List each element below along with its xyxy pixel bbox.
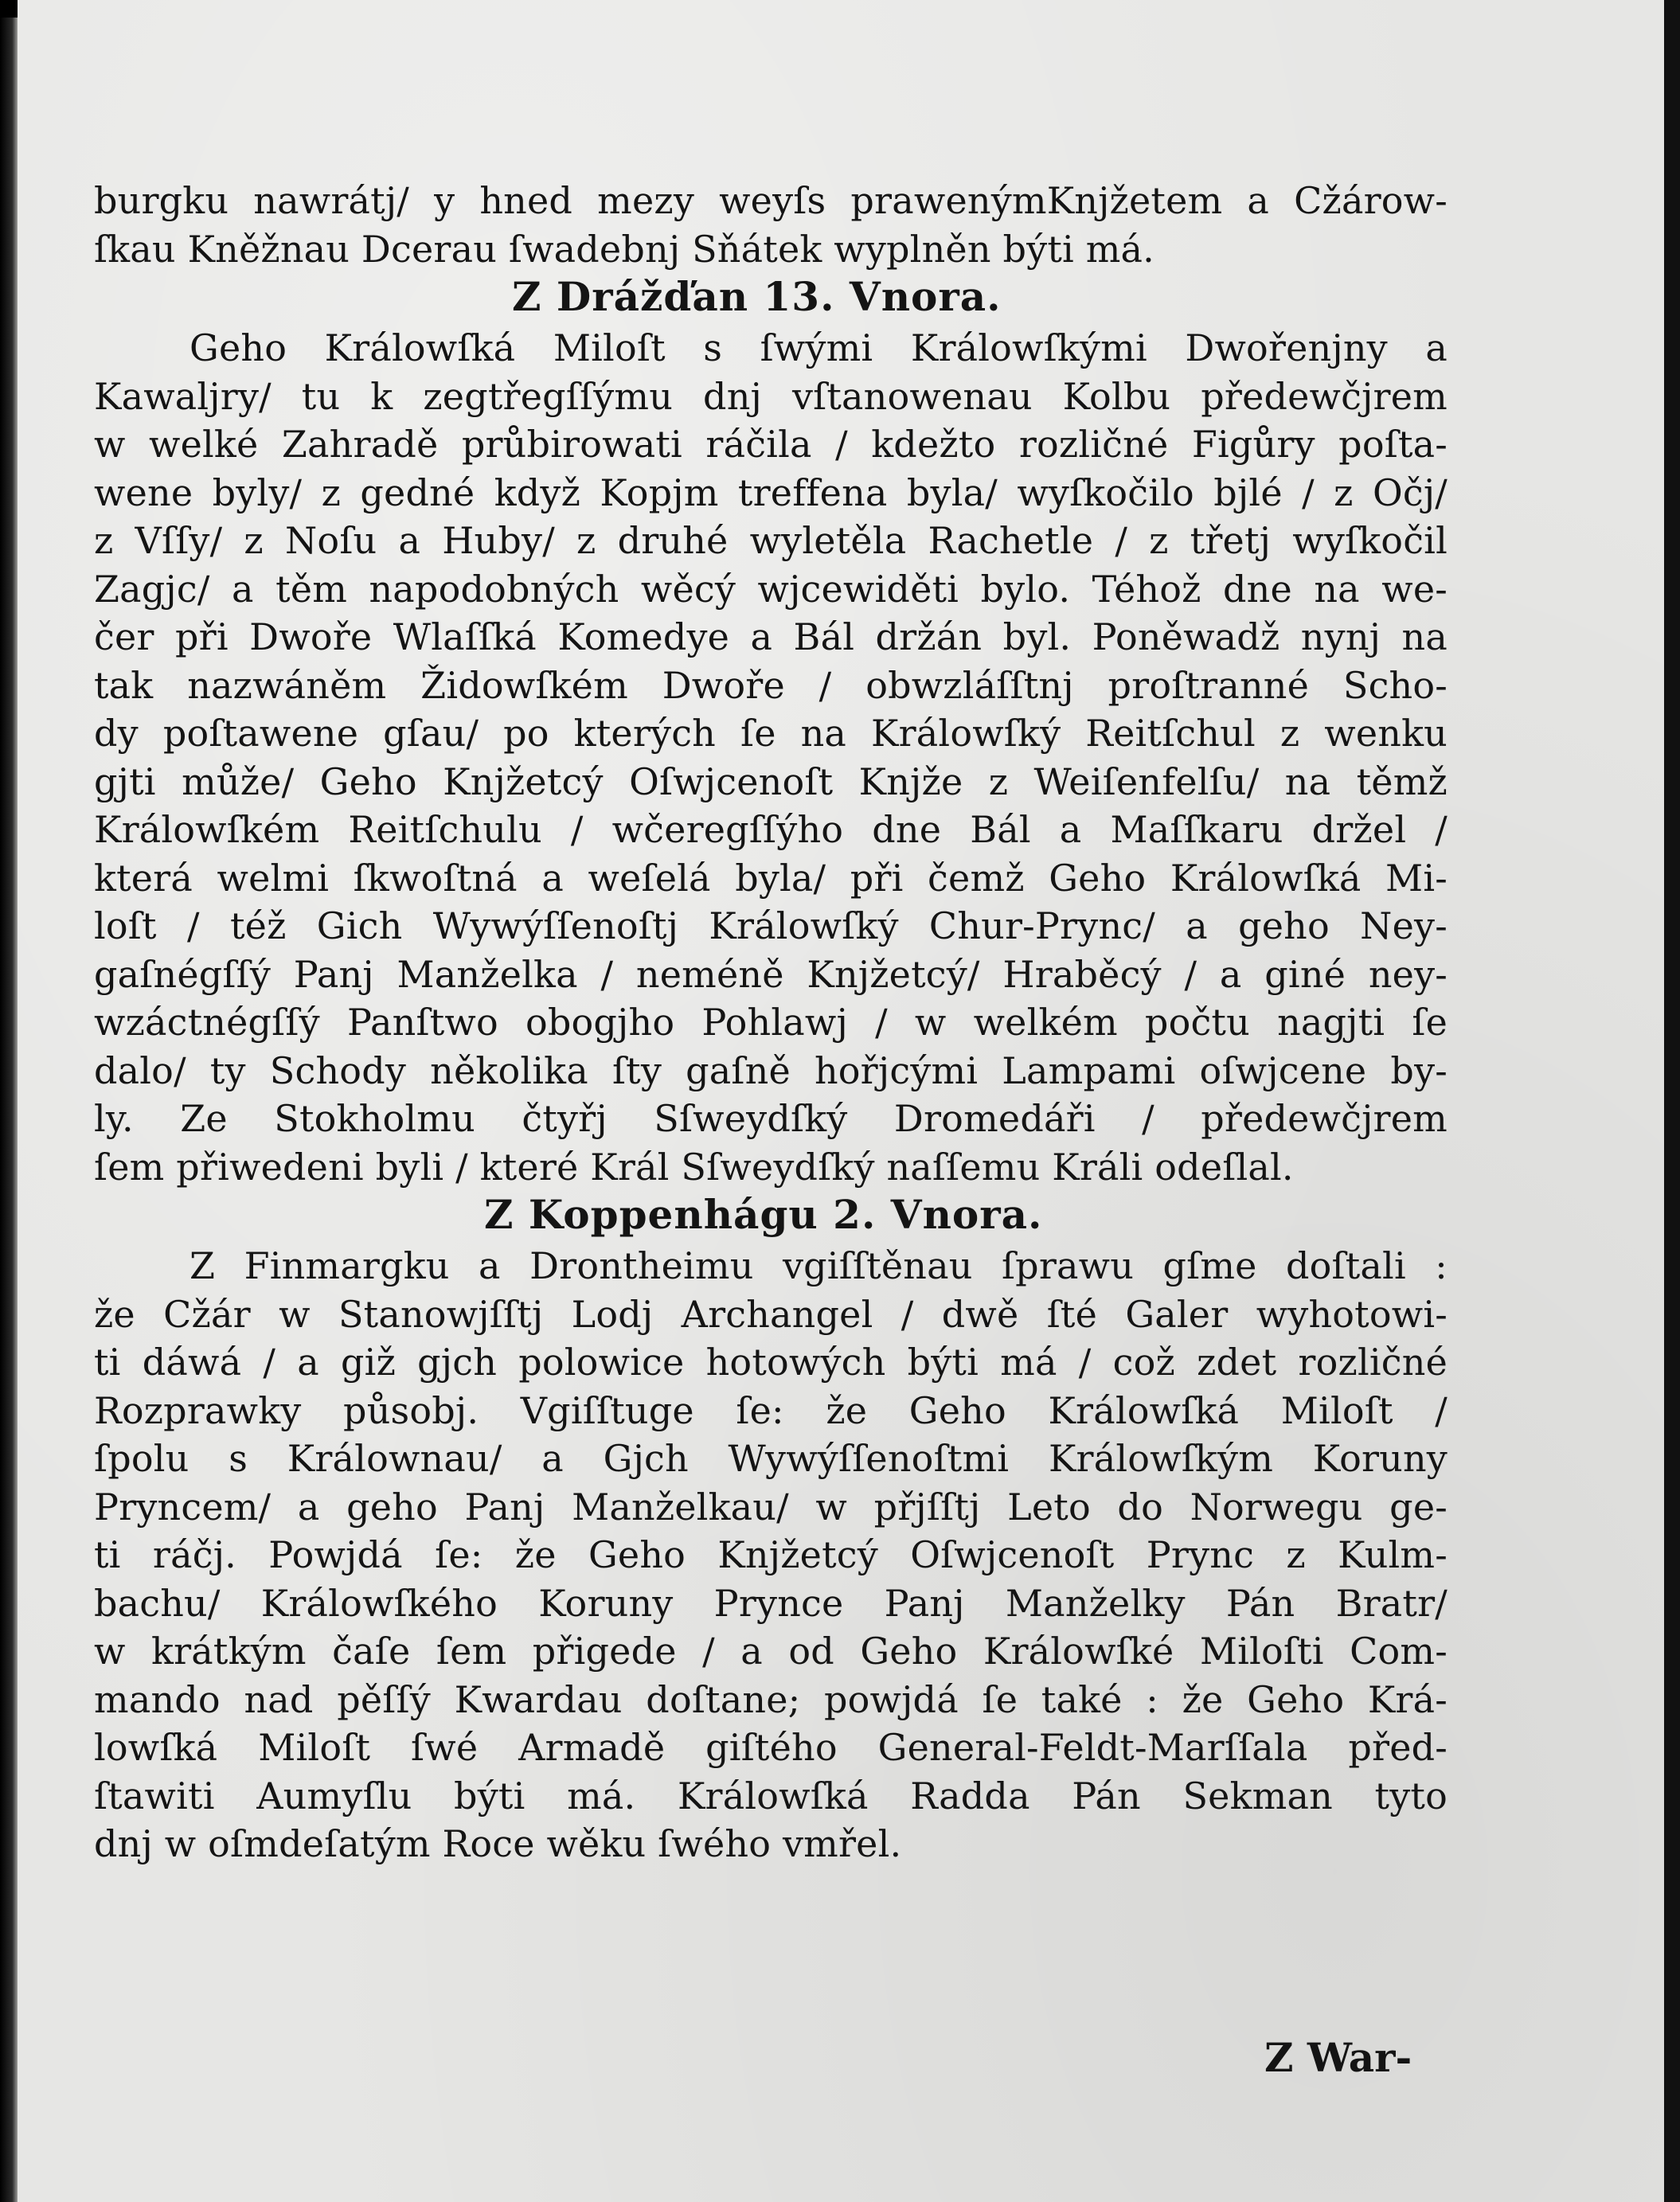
dateline-heading-dresden: Z Drážďan 13. Vnora. — [512, 273, 1002, 320]
text-line: Geho Králowſká Miloſt s ſwými Králowſkými Dwořenjny a — [189, 326, 1448, 369]
text-line: Rozprawky působj. Vgiſſtuge ſe: že Geho Králowſká Miloſt / — [94, 1388, 1448, 1432]
text-line: ti ráčj. Powjdá ſe: že Geho Knjžetcý Oſwjcenoſt Prync z Kulm- — [94, 1533, 1448, 1576]
text-line: že Cžár w Stanowjſſtj Lodj Archangel / dwě ſté Galer wyhotowi- — [94, 1292, 1448, 1336]
text-line: která welmi ſkwoſtná a weſelá byla/ při čemž Geho Králowſká Mi- — [94, 856, 1448, 900]
text-line: loſt / též Gich Wywýſſenoſtj Králowſký Chur-Prync/ a geho Ney- — [94, 904, 1448, 947]
text-line: dnj w oſmdeſatým Roce wěku ſwého vmřel. — [94, 1822, 902, 1865]
text-line: Králowſkém Reitſchulu / wčeregſſýho dne Bál a Maſſkaru držel / — [94, 808, 1448, 851]
text-line: dy poſtawene gſau/ po kterých ſe na Králowſký Reitſchul z wenku — [94, 712, 1448, 755]
text-line: ſkau Kněžnau Dcerau ſwadebnj Sňátek wyplněn býti má. — [94, 227, 1155, 271]
text-line: dalo/ ty Schody několika ſty gaſně hořjcými Lampami oſwjcene by- — [94, 1048, 1448, 1092]
text-line: čer při Dwořе Wlaſſká Komedye a Bál držán byl. Poněwadž nynj na — [94, 615, 1448, 658]
text-line: bachu/ Králowſkého Koruny Prynce Panj Manželky Pán Bratr/ — [94, 1581, 1448, 1625]
text-line: gaſnégſſý Panj Manželka / neméně Knjžetcý/ Hraběcý / a giné ney- — [94, 952, 1448, 996]
text-line: Pryncem/ a geho Panj Manželkau/ w přjſſtj Leto do Norwegu ge- — [94, 1485, 1448, 1529]
dateline-heading-copenhagen: Z Koppenhágu 2. Vnora. — [484, 1191, 1043, 1238]
page-text-block — [94, 177, 1448, 1868]
text-line: wene byly/ z gedné když Kopjm treffena byla/ wyſkočilo bjlé / z Očj/ — [94, 470, 1448, 514]
text-line: Zagjc/ a těm napodobných wěcý wjcewiděti bylo. Téhož dne na we- — [94, 567, 1448, 611]
text-line: Kawaljry/ tu k zegtřegſſýmu dnj vſtanowenau Kolbu předewčjrem — [94, 374, 1448, 418]
text-line: w welké Zahradě průbirowati ráčila / kdežto rozličné Figůry poſta- — [94, 423, 1448, 466]
catchword: Z War- — [1264, 2034, 1412, 2081]
text-line: ſtawiti Aumyſlu býti má. Králowſká Radda Pán Sekman tyto — [94, 1774, 1448, 1817]
text-line: lowſká Miloſt ſwé Armadě giſtého General-Feldt-Marſſala před- — [94, 1726, 1448, 1769]
text-line: ſem přiwedeni byli / které Král Sſweydſký naſſemu Králi odeſlal. — [94, 1145, 1294, 1189]
text-line: tak nazwáněm Židowſkém Dwoře / obwzláſſtnj proſtranné Scho- — [94, 663, 1448, 707]
text-line: ſpolu s Králownau/ a Gjch Wywýſſenoſtmi Králowſkým Koruny — [94, 1437, 1448, 1480]
text-line: z Vſſy/ z Noſu a Huby/ z druhé wyletěla Rachetle / z třetj wyſkočil — [94, 519, 1448, 562]
text-line: ly. Ze Stokholmu čtyřj Sſweydſký Dromedáři / předewčjrem — [94, 1097, 1448, 1140]
text-line: mando nad pěſſý Kwardau doſtane; powjdá ſe také : že Geho Krá- — [94, 1677, 1448, 1721]
text-line: Z Finmargku a Drontheimu vgiſſtěnau ſprawu gſme doſtali : — [189, 1244, 1448, 1287]
text-line: ti dáwá / a giž gjch polowice hotowých býti má / což zdet rozličné — [94, 1341, 1448, 1384]
text-line: w krátkým čaſe ſem přigede / a od Geho Králowſké Miloſti Com- — [94, 1630, 1448, 1673]
text-line: wzáctnégſſý Panſtwo obogjho Pohlawj / w welkém počtu nagjti ſe — [94, 1001, 1448, 1044]
binding-edge-shadow — [0, 0, 18, 2202]
text-line: gjti může/ Geho Knjžetcý Oſwjcenoſt Knjže z Weiſenfelſu/ na těmž — [94, 759, 1448, 803]
text-line: burgku nawrátj/ y hned mezy weyſs prawenýmKnjžetem a Cžárow- — [94, 179, 1448, 222]
